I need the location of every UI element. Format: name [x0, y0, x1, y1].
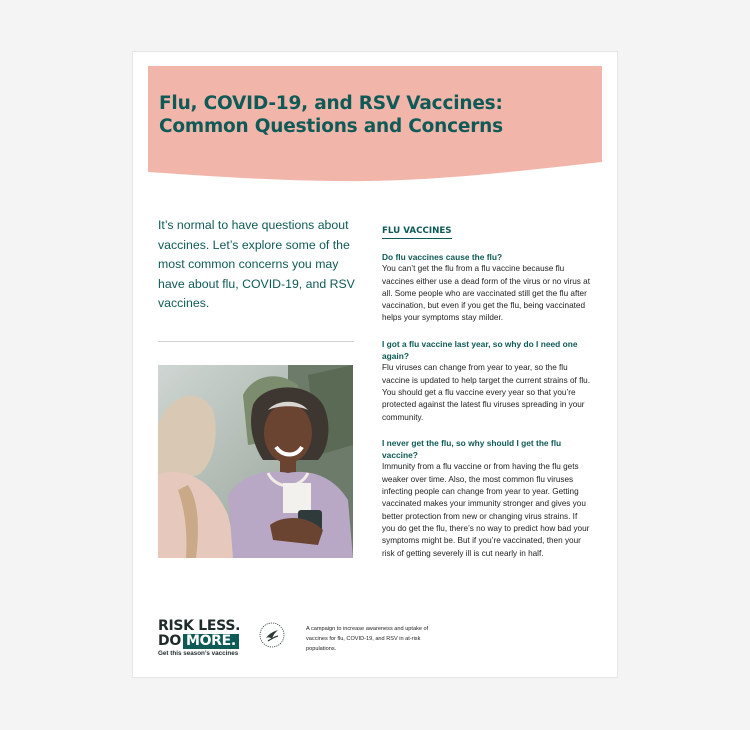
faq-question: Do flu vaccines cause the flu?: [382, 252, 503, 262]
faq-answer: Flu viruses can change from year to year, so the flu vaccine is updated to help target the current strains of flu. You should get a flu vaccine every year so that you’re protected against the latest flu viruses spreading in your community.: [382, 363, 590, 422]
photo-two-women: [158, 365, 353, 558]
intro-text: It’s normal to have questions about vaccines. Let’s explore some of the most common concerns you may have about flu, COVID-19, and RSV vaccines.: [158, 218, 355, 310]
logo-do: DO: [158, 633, 181, 649]
logo-line-2: [158, 634, 258, 649]
campaign-description: A campaign to increase awareness and uptake of vaccines for flu, COVID-19, and RSV in at-risk populations.: [306, 626, 429, 653]
logo-more: MORE.: [183, 634, 239, 649]
flu-vaccines-section: [382, 220, 590, 573]
faq-answer: Immunity from a flu vaccine or from having the flu gets weaker over time. Also, the most common flu viruses infecting people can change from year to year. Getting vaccinated makes your immunity stronger and gives you better protection from new or changing virus strains. If you do get the flu, there’s no way to predict how bad your symptoms might be. But if you’re vaccinated, then your risk of getting severely ill is cut nearly in half.: [382, 462, 590, 558]
faq-question: I never get the flu, so why should I get the flu vaccine?: [382, 437, 562, 461]
hhs-seal-icon: [259, 622, 285, 648]
section-heading: FLU VACCINES: [382, 226, 452, 239]
document-page: [133, 52, 617, 677]
faq-question: I got a flu vaccine last year, so why do I need one again?: [382, 338, 578, 362]
page-title: Flu, COVID-19, and RSV Vaccines: Common Questions and Concerns: [159, 93, 503, 137]
logo-line-1: RISK LESS.: [158, 618, 241, 634]
title-banner: [148, 66, 602, 184]
logo-tagline: Get this season’s vaccines: [158, 650, 239, 657]
risk-less-do-more-logo: [158, 619, 258, 663]
faq-answer: You can’t get the flu from a flu vaccine because flu vaccines either use a dead form of the virus or no virus at all. Some people who are vaccinated still get the flu after vaccination, but even if you get the flu, being vaccinated helps your symptoms stay milder.: [382, 264, 590, 323]
divider: [158, 341, 354, 342]
